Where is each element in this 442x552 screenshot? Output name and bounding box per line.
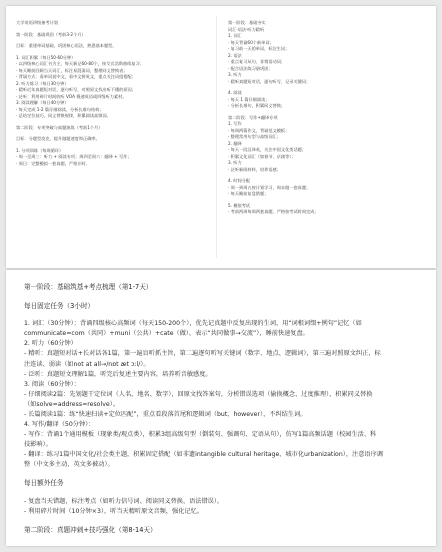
upper-right-line: 第一阶段：基础夯实 <box>228 20 266 25</box>
plan-line: - 泛听：真题短文理解1篇，听完后复述主要内容，培养听音敏感度。 <box>24 370 212 378</box>
blank-line <box>24 293 418 301</box>
column-divider <box>216 16 217 258</box>
plan-line: - 翻译：练习1篇中国文化/社会类主题，积累固定搭配（如非遗intangible cultural heritage、城市化urbanization），注意语序调 <box>24 450 383 458</box>
plan-line: 2. 听力（60分钟） <box>24 340 77 348</box>
blank-line <box>24 470 418 478</box>
upper-left-line: 2. 听力练习（每日30分钟） <box>16 80 69 86</box>
plan-line: - 长篇阅读1篇：练“快速扫读+定位匹配”，重点看段落首尾和逻辑词（but、however），不纠结生词。 <box>24 410 307 418</box>
upper-right-line: · 泛听新闻材料，培养语感； <box>228 166 281 172</box>
section-heading: 每日固定任务（3小时） <box>24 301 95 310</box>
upper-right-line: · 整理常用句型与高级词汇； <box>228 134 281 139</box>
upper-left-line: · 周日：完整模拟一套真题，严格计时。 <box>16 160 90 166</box>
upper-left-line: 3. 阅读理解（每日40分钟） <box>16 100 69 105</box>
upper-right-line: · 复习前一天的单词，标注生词； <box>228 46 290 51</box>
upper-right-line: · 配合语法练习册巩固； <box>228 65 273 71</box>
upper-left-line: · 精听近年真题短对话，逐句听写，对照原文找出听不懂的原因； <box>16 87 136 92</box>
upper-right-column <box>218 6 436 268</box>
study-plan-body <box>6 270 436 545</box>
plan-line: - 利用碎片时间（10分钟×3），听当天精听原文音频，强化记忆。 <box>24 507 203 515</box>
upper-right-line: · 每天背诵60个新单词； <box>228 39 274 45</box>
upper-right-line: 3. 听力 <box>228 72 242 77</box>
upper-left-line: · 每天完成 1-2 篇仔细阅读，分析长难句结构； <box>16 106 104 112</box>
upper-right-line: 第二阶段：写作+翻译专项 <box>228 114 278 120</box>
upper-left-line: · 总结定位技巧、同义替换规律，积累阅读高频词。 <box>16 113 111 118</box>
section-heading: 第二阶段：真题冲刺+技巧强化（第8-14天） <box>24 525 157 534</box>
upper-right-line: · 每周两篇作文，背诵范文模板； <box>228 127 290 133</box>
upper-left-line: · 背诵方式：看单词说中文，看中文拼英文，重点关注词组搭配； <box>16 74 136 79</box>
upper-right-line: 4. 阅读 <box>228 90 242 95</box>
upper-right-line: · 精听真题短对话，逐句听写，记录关键词； <box>228 78 311 84</box>
upper-right-line: 1. 词汇 <box>228 33 242 38</box>
upper-screenshot <box>6 6 436 268</box>
plan-line: （如solve=address=resolve）。 <box>24 400 119 408</box>
upper-left-line: 大学英语四级备考计划 <box>16 20 58 25</box>
plan-line: 技影响）。 <box>24 440 52 448</box>
section-heading: 每日额外任务 <box>24 479 64 488</box>
upper-right-line: · 每天 1 篇仔细阅读； <box>228 96 270 102</box>
upper-left-line: 目标：分题型攻克，提升做题速度和正确率。 <box>16 136 100 141</box>
plan-line: - 复盘当天错题，标注考点（如听力信号词、阅读同义替换、语法错误）。 <box>24 497 224 505</box>
plan-line: 1. 词汇（30分钟）：背诵四级核心高频词（每天150-200个），优先记真题中反复出现的生词，用“词根词缀+例句”记忆（如 <box>24 320 362 328</box>
upper-right-line: · 重点复习从句、非谓语动词； <box>228 59 286 64</box>
upper-right-line: 2. 语法 <box>228 52 242 58</box>
plan-line: communicate=com（共同）+muni（公共）+cate（做），表示“共同做事→交流”），睡前快速复盘。 <box>24 330 309 338</box>
upper-right-line: · 积累文化词汇（如春节、京剧等）； <box>228 153 296 159</box>
upper-right-line: · 周一到周五按计划学习，周末做一套真题； <box>228 184 311 190</box>
upper-left-line: · 以四级核心词汇书为主，每天新记60-80个，按艾宾浩斯曲线复习； <box>16 61 144 66</box>
upper-left-line: 1. 分项训练（每周循环） <box>16 147 64 153</box>
blank-line <box>24 489 418 497</box>
upper-left-line: · 周一至周三：听力 + 阅读专项；周四至周六：翻译 + 写作； <box>16 154 132 159</box>
upper-right-line: 词汇·语法·听力精听 <box>228 26 265 32</box>
plan-line: - 精听：真题短对话+长对话各1篇，第一遍盲听抓主旨，第二遍逐句听写关键词（数字、地点、逻辑词），第三遍对照原文纠正，标 <box>24 350 381 358</box>
upper-left-line: 目标：重建单词基础，巩固核心语法，熟悉基本题型。 <box>16 43 117 48</box>
upper-right-line: 4. 时间分配 <box>228 178 251 183</box>
section-heading: 第一阶段：基础筑基+考点梳理（第1-7天） <box>24 283 153 291</box>
upper-right-line: · 每天一段汉译英，关注中国文化类话题； <box>228 147 307 152</box>
upper-left-line: · 泛听：利用碎片时间收听 VOA 慢速英语或四级听力素材。 <box>16 93 127 99</box>
upper-left-line: 1. 词汇积累（每日50-60分钟） <box>16 54 76 60</box>
upper-right-line: 1. 写作 <box>228 121 242 126</box>
upper-left-column <box>6 6 216 268</box>
plan-line: 整（中文多主动，英文多被动）。 <box>24 461 114 468</box>
upper-right-line: 3. 听力 <box>228 160 242 165</box>
blank-line <box>24 311 418 319</box>
upper-right-line: · 考前两周每周两套真题，严格按考试时间完成； <box>228 209 319 214</box>
plan-line: - 写作：背诵1个通用模板（现象类/观点类），积累3组高级句型（倒装句、强调句、定语从句），仿写1篇高频话题（校园生活、科 <box>24 430 377 438</box>
upper-right-line: · 每天睡前复盘错题； <box>228 191 269 196</box>
upper-right-line: 2. 翻译 <box>228 140 242 146</box>
upper-right-line: · 分析长难句，积累同义替换； <box>228 103 286 108</box>
blank-line <box>24 517 418 525</box>
plan-line: 3. 阅读（60分钟）： <box>24 380 80 388</box>
upper-left-line: 第二阶段：专项突破与真题演练（考前1个月） <box>16 124 103 130</box>
lower-document <box>6 270 436 546</box>
upper-left-line: 第一阶段：基础巩固（考前3-2个月） <box>16 31 86 37</box>
plan-line: - 仔细阅读2篇：先划题干定位词（人名、地名、数字），回原文找答案句，分析错误选项（偷换概念、过度推理），积累同义替换 <box>24 390 373 398</box>
upper-right-line: 5. 模拟考试 <box>228 202 251 208</box>
plan-line: 注连读、弱读（如not at all→/nɒt æt ɔːl/）。 <box>24 360 150 368</box>
plan-line: 4. 写作/翻译（50分钟）： <box>24 420 95 428</box>
upper-left-line: · 每天睡前回顾当天词汇，标注易混淆词，整理同义替换表； <box>16 67 128 73</box>
